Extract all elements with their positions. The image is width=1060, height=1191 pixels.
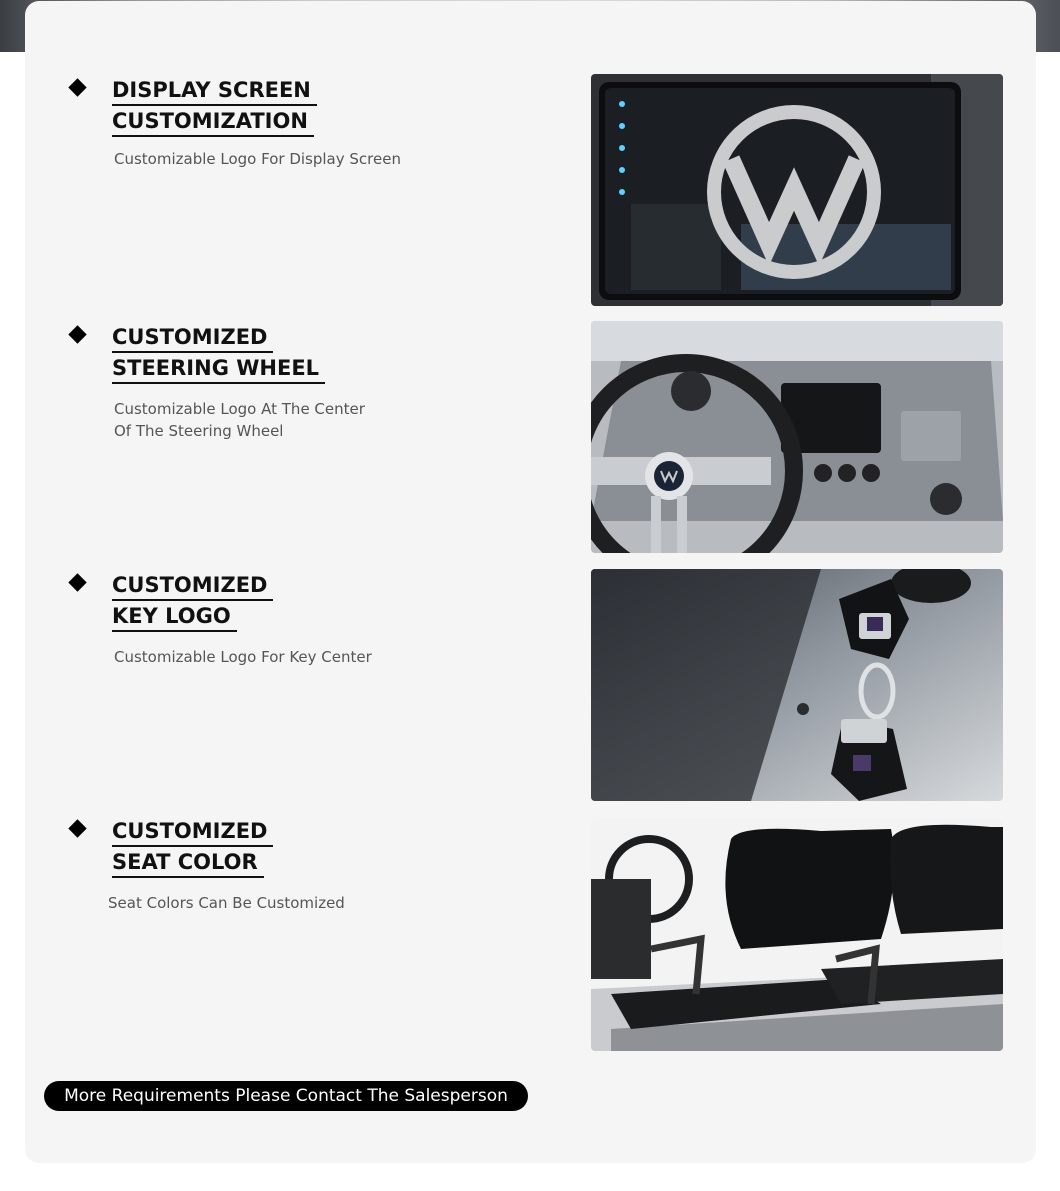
- diamond-bullet-icon: [68, 573, 86, 591]
- feature-title-line1: DISPLAY SCREEN: [112, 76, 317, 106]
- feature-title-line1: CUSTOMIZED: [112, 571, 273, 601]
- steering-wheel-photo: [591, 321, 1003, 553]
- feature-description: Customizable Logo For Display Screen: [114, 150, 401, 168]
- feature-title: [112, 75, 317, 137]
- diamond-bullet-icon: [68, 325, 86, 343]
- feature-title: [112, 570, 273, 632]
- feature-title-line2: KEY LOGO: [112, 602, 237, 632]
- seat-photo: [591, 819, 1003, 1051]
- feature-description: Seat Colors Can Be Customized: [108, 894, 345, 912]
- key-photo: [591, 569, 1003, 801]
- feature-title-line1: CUSTOMIZED: [112, 817, 273, 847]
- feature-title-line2: STEERING WHEEL: [112, 354, 325, 384]
- feature-title-line2: CUSTOMIZATION: [112, 107, 314, 137]
- contact-salesperson-banner: More Requirements Please Contact The Salesperson: [44, 1081, 528, 1111]
- feature-steering-wheel: [25, 322, 1036, 558]
- customization-card: [25, 1, 1036, 1163]
- feature-title: [112, 816, 273, 878]
- diamond-bullet-icon: [68, 819, 86, 837]
- diamond-bullet-icon: [68, 78, 86, 96]
- feature-title-line2: SEAT COLOR: [112, 848, 264, 878]
- feature-description: Customizable Logo At The Center Of The Steering Wheel: [114, 400, 365, 440]
- feature-title-line1: CUSTOMIZED: [112, 323, 273, 353]
- feature-display-screen: [25, 75, 1036, 311]
- feature-key-logo: [25, 570, 1036, 806]
- display-screen-photo: [591, 74, 1003, 306]
- feature-title: [112, 322, 325, 384]
- feature-seat-color: [25, 816, 1036, 1052]
- feature-description: Customizable Logo For Key Center: [114, 648, 372, 666]
